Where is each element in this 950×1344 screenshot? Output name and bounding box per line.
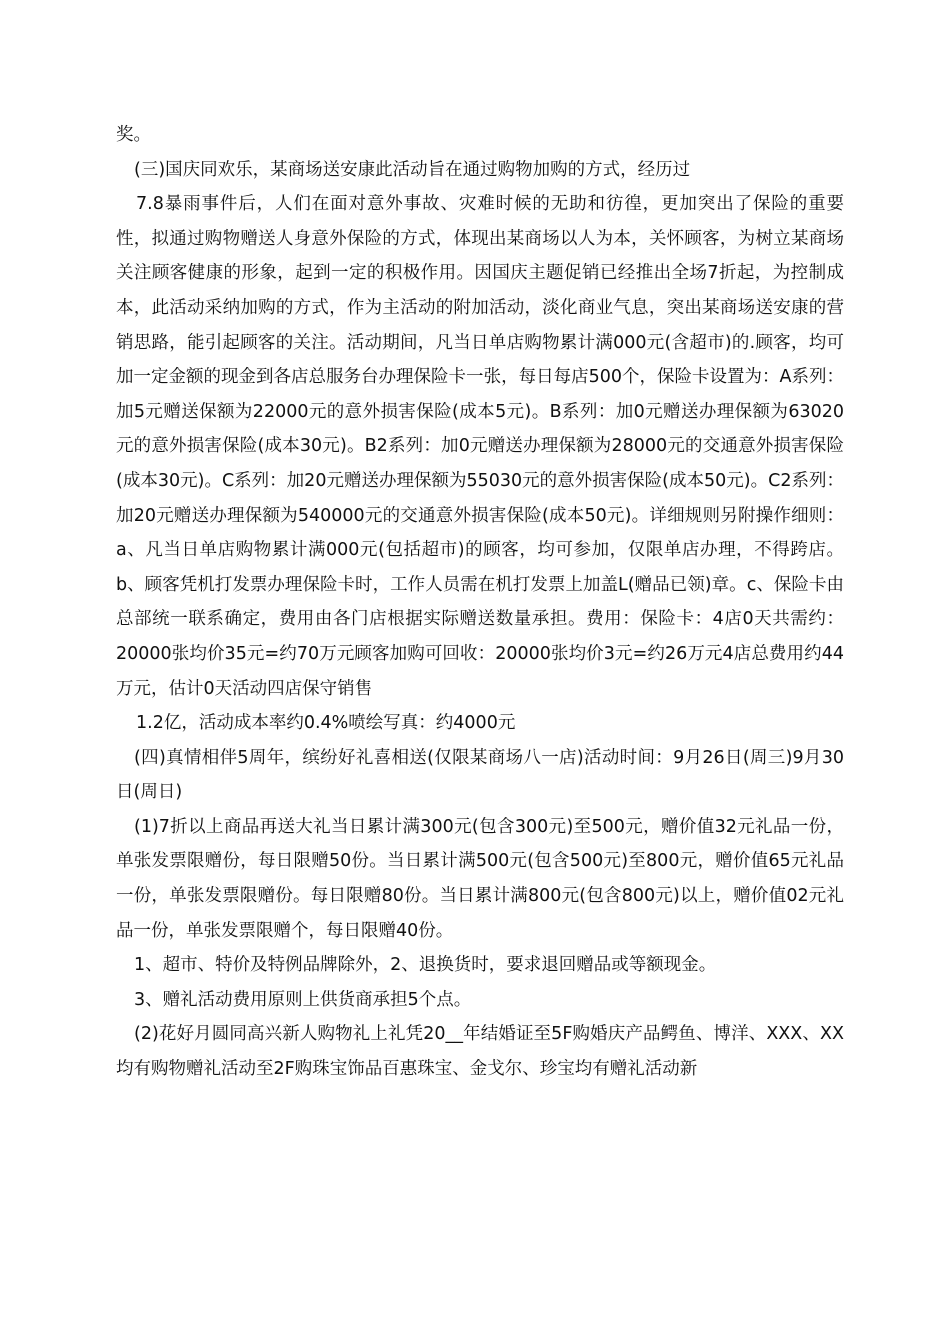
paragraph-award-end: 奖。	[116, 125, 151, 145]
paragraph-gift-rules: (1)7折以上商品再送大礼当日累计满300元(包含300元)至500元，赠价值32元礼品一份，单张发票限赠份，每日限赠50份。当日累计满500元(包含500元)至800元，赠价值65元礼品一份，单张发票限赠份。每日限赠80份。当日累计满800元(包含800元)以上，赠价值02元礼品一份，单张发票限赠个，每日限赠40份。	[116, 816, 844, 941]
paragraph-supplier-cost: 3、赠礼活动费用原则上供货商承担5个点。	[134, 989, 472, 1010]
paragraph-cost-rate: 1.2亿，活动成本率约0.4%喷绘写真：约4000元	[136, 713, 516, 734]
document-page	[116, 118, 844, 1087]
paragraph-wedding-promo: (2)花好月圆同高兴新人购物礼上礼凭20__年结婚证至5F购婚庆产品鳄鱼、博洋、XXX、XX均有购物赠礼活动至2F购珠宝饰品百惠珠宝、金戈尔、珍宝均有赠礼活动新	[116, 1024, 844, 1080]
paragraph-exclusions: 1、超市、特价及特例品牌除外，2、退换货时，要求退回赠品或等额现金。	[134, 955, 717, 976]
paragraph-insurance-details: 7.8暴雨事件后，人们在面对意外事故、灾难时候的无助和彷徨，更加突出了保险的重要性，拟通过购物赠送人身意外保险的方式，体现出某商场以人为本，关怀顾客，为树立某商场关注顾客健康的形象，起到一定的积极作用。因国庆主题促销已经推出全场7折起，为控制成本，此活动采纳加购的方式，作为主活动的附加活动，淡化商业气息，突出某商场送安康的营销思路，能引起顾客的关注。活动期间，凡当日单店购物累计满000元(含超市)的.顾客，均可加一定金额的现金到各店总服务台办理保险卡一张，每日每店500个，保险卡设置为：A系列：加5元赠送保额为22000元的意外损害保险(成本5元)。B系列：加0元赠送办理保额为63020元的意外损害保险(成本30元)。B2系列：加0元赠送办理保额为28000元的交通意外损害保险(成本30元)。C系列：加20元赠送办理保额为55030元的意外损害保险(成本50元)。C2系列：加20元赠送办理保额为540000元的交通意外损害保险(成本50元)。详细规则另附操作细则：a、凡当日单店购物累计满000元(包括超市)的顾客，均可参加，仅限单店办理，不得跨店。b、顾客凭机打发票办理保险卡时，工作人员需在机打发票上加盖L(赠品已领)章。c、保险卡由总部统一联系确定，费用由各门店根据实际赠送数量承担。费用：保险卡：4店0天共需约：20000张均价35元=约70万元顾客加购可回收：20000张均价3元=约26万元4店总费用约44万元，估计0天活动四店保守销售	[116, 194, 844, 699]
paragraph-section-three-heading: (三)国庆同欢乐，某商场送安康此活动旨在通过购物加购的方式，经历过	[134, 159, 691, 180]
paragraph-section-four-heading: (四)真情相伴5周年，缤纷好礼喜相送(仅限某商场八一店)活动时间：9月26日(周三)9月30日(周日)	[116, 747, 844, 803]
